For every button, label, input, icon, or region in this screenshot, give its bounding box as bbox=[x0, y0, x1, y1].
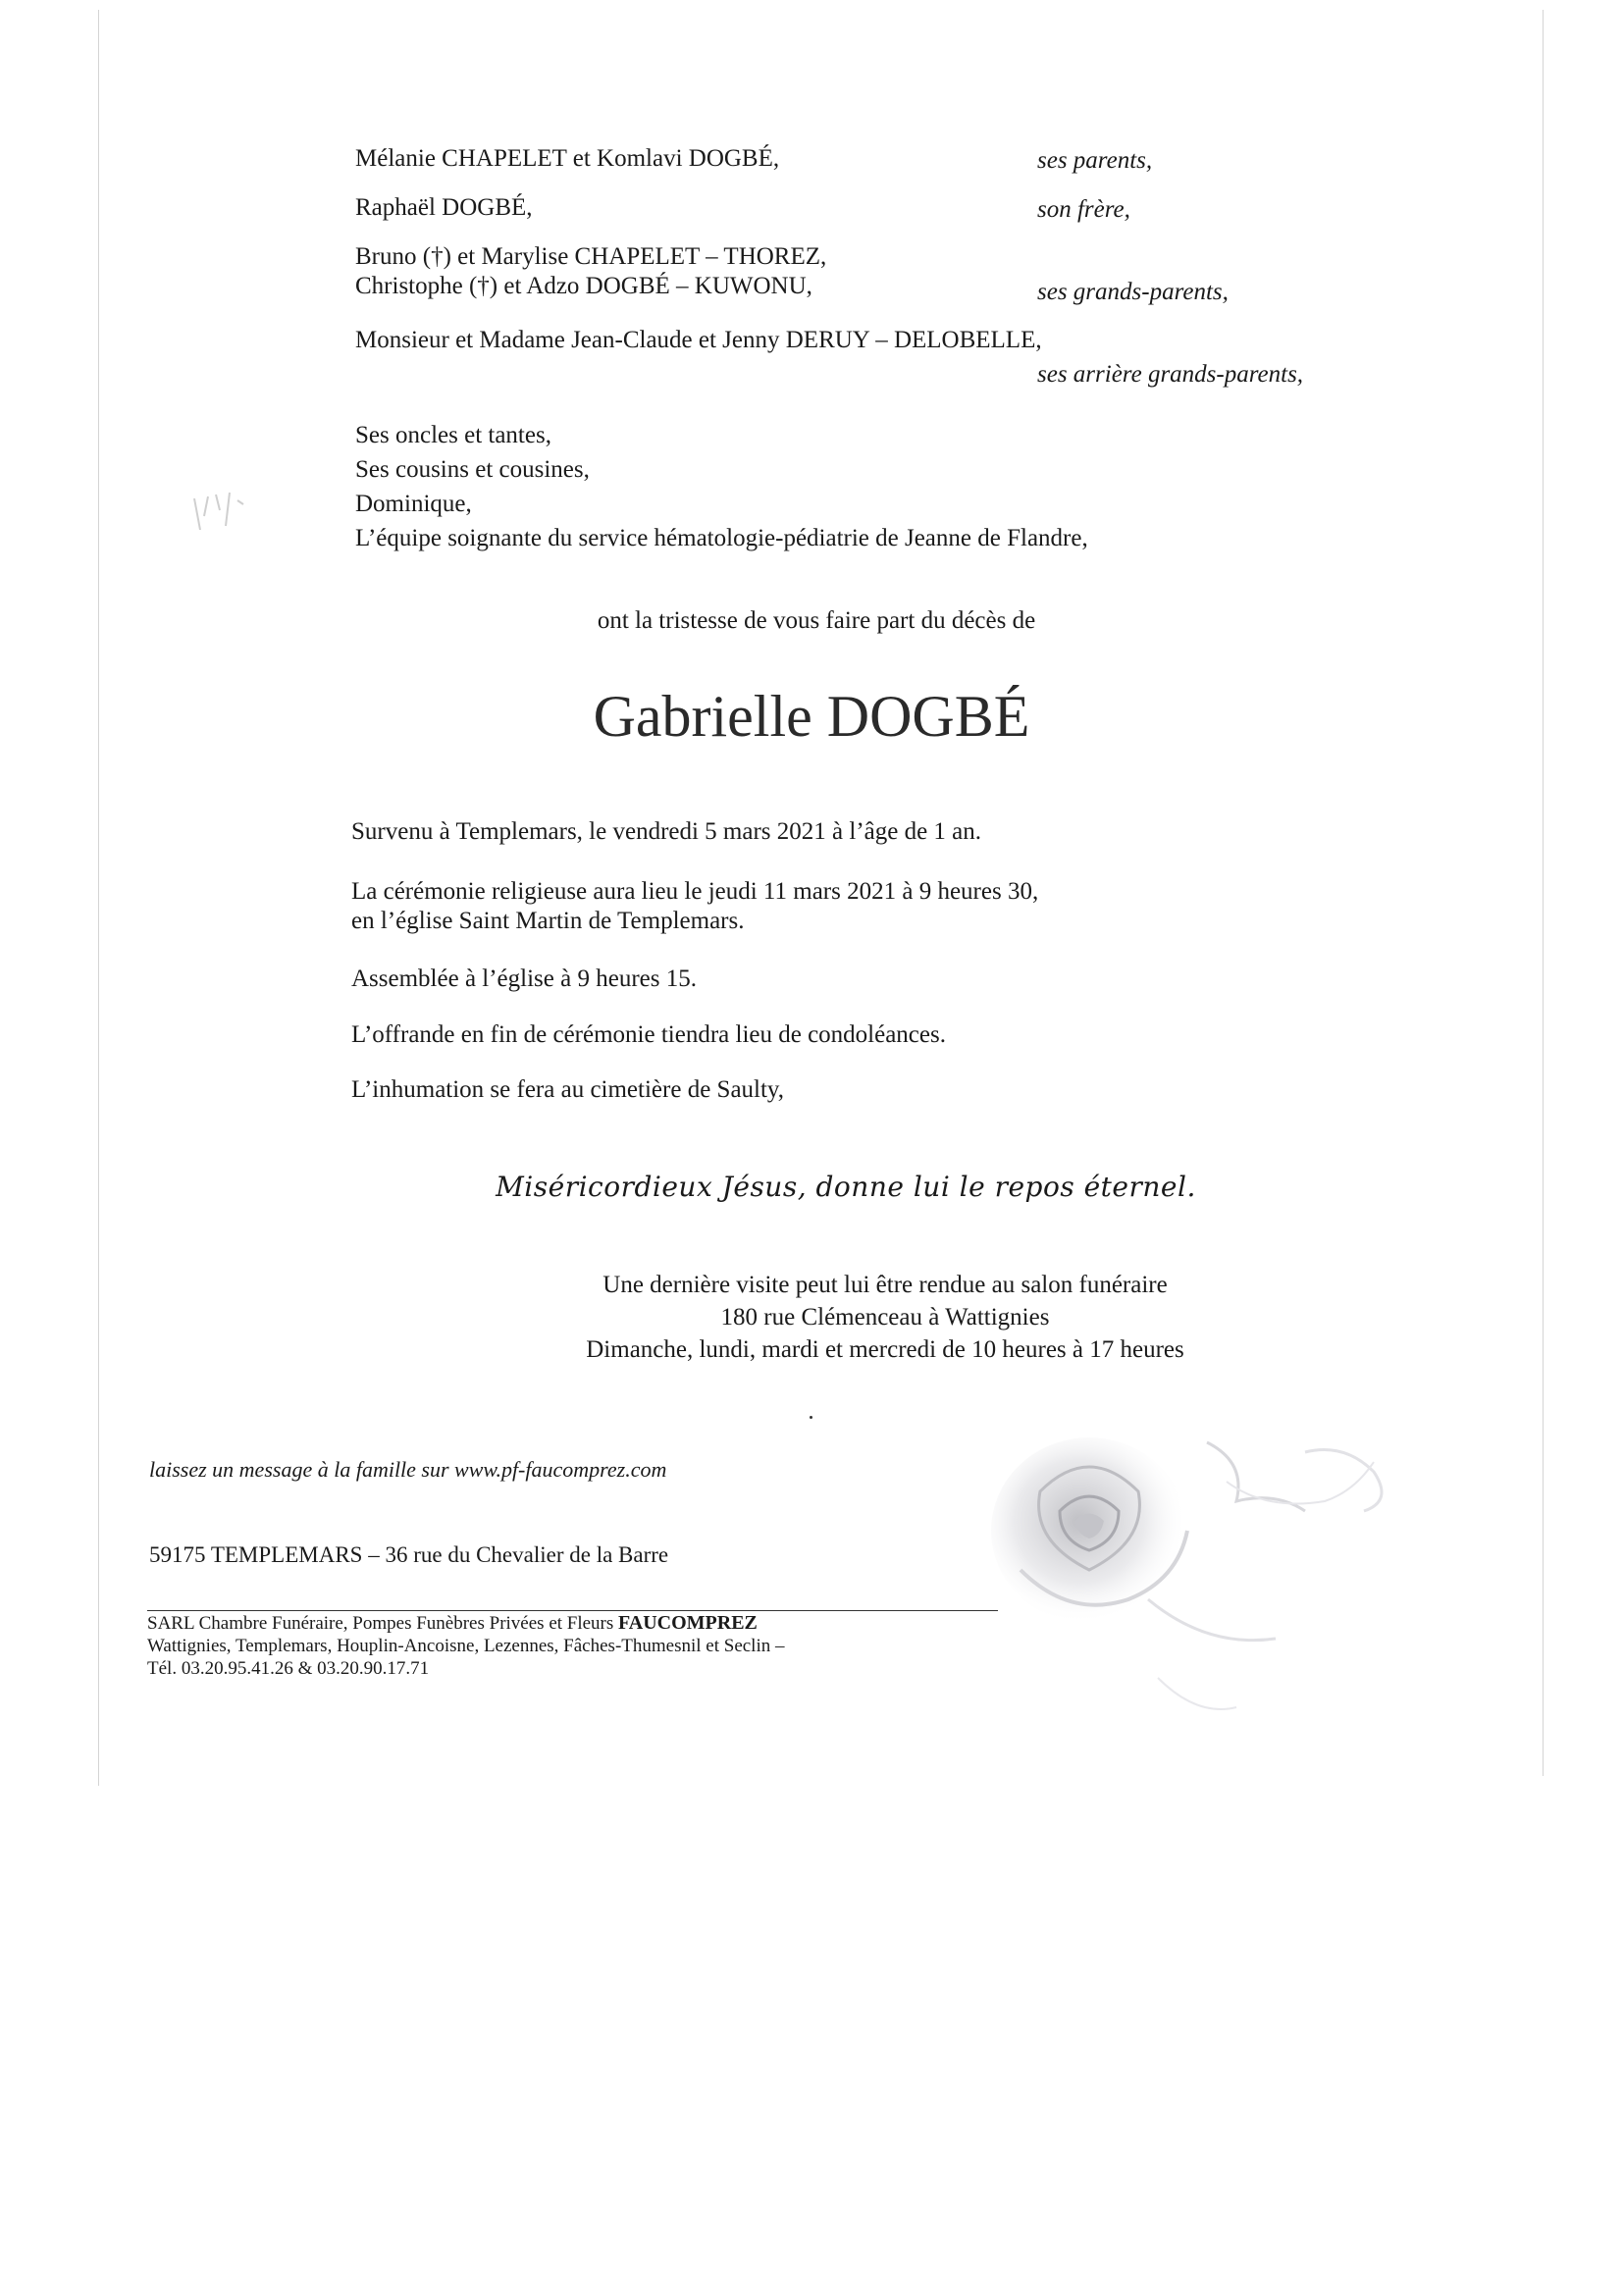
others-item: Dominique, bbox=[355, 491, 472, 517]
scan-edge-left bbox=[98, 10, 99, 1786]
company-info bbox=[147, 1612, 785, 1680]
family-relation-grandparents: ses grands-parents, bbox=[1037, 279, 1229, 305]
visit-info bbox=[0, 1269, 1623, 1366]
dot-mark bbox=[810, 1416, 812, 1419]
assembly-details: Assemblée à l’église à 9 heures 15. bbox=[351, 965, 697, 992]
company-name: FAUCOMPREZ bbox=[618, 1612, 758, 1634]
company-line-1 bbox=[147, 1612, 785, 1635]
family-names-grandparents-1: Bruno (†) et Marylise CHAPELET – THOREZ, bbox=[355, 243, 827, 270]
family-names-great-grandparents: Monsieur et Madame Jean-Claude et Jenny DERUY – DELOBELLE, bbox=[355, 327, 1042, 353]
family-relation-parents: ses parents, bbox=[1037, 147, 1153, 174]
visit-line: Une dernière visite peut lui être rendue au salon funéraire bbox=[602, 1272, 1168, 1298]
ceremony-line-2: en l’église Saint Martin de Templemars. bbox=[351, 908, 745, 934]
family-relation-great-grandparents: ses arrière grands-parents, bbox=[1037, 361, 1304, 388]
others-item: Ses oncles et tantes, bbox=[355, 422, 551, 448]
footer-divider bbox=[147, 1610, 998, 1611]
company-prefix: SARL Chambre Funéraire, Pompes Funèbres Privées et Fleurs bbox=[147, 1613, 619, 1634]
margin-mark-icon bbox=[186, 487, 265, 546]
others-item: L’équipe soignante du service hématologie-pédiatrie de Jeanne de Flandre, bbox=[355, 525, 1088, 551]
burial-details: L’inhumation se fera au cimetière de Saulty, bbox=[351, 1076, 785, 1103]
family-relation-brother: son frère, bbox=[1037, 196, 1130, 223]
death-details: Survenu à Templemars, le vendredi 5 mars 2021 à l’âge de 1 an. bbox=[351, 818, 982, 845]
others-list bbox=[355, 418, 1088, 555]
web-message: laissez un message à la famille sur www.pf-faucomprez.com bbox=[149, 1457, 667, 1482]
visit-line: 180 rue Clémenceau à Wattignies bbox=[720, 1304, 1050, 1331]
family-names-brother: Raphaël DOGBÉ, bbox=[355, 194, 533, 221]
ceremony-line-1: La cérémonie religieuse aura lieu le jeudi 11 mars 2021 à 9 heures 30, bbox=[351, 878, 1039, 905]
offering-details: L’offrande en fin de cérémonie tiendra lieu de condoléances. bbox=[351, 1021, 946, 1048]
funeral-home-address: 59175 TEMPLEMARS – 36 rue du Chevalier de la Barre bbox=[149, 1542, 669, 1567]
others-item: Ses cousins et cousines, bbox=[355, 456, 590, 483]
announcement-intro: ont la tristesse de vous faire part du décès de bbox=[597, 607, 1036, 634]
deceased-name: Gabrielle DOGBÉ bbox=[593, 684, 1030, 749]
visit-line: Dimanche, lundi, mardi et mercredi de 10 heures à 17 heures bbox=[586, 1336, 1184, 1363]
prayer-line: Miséricordieux Jésus, donne lui le repos éternel. bbox=[496, 1171, 1196, 1203]
family-names-parents: Mélanie CHAPELET et Komlavi DOGBÉ, bbox=[355, 145, 780, 172]
scan-edge-right bbox=[1543, 10, 1544, 1776]
family-names-grandparents-2: Christophe (†) et Adzo DOGBÉ – KUWONU, bbox=[355, 273, 812, 299]
company-phone: Tél. 03.20.95.41.26 & 03.20.90.17.71 bbox=[147, 1658, 430, 1679]
company-towns: Wattignies, Templemars, Houplin-Ancoisne, Lezennes, Fâches-Thumesnil et Seclin – bbox=[147, 1636, 785, 1656]
rose-watermark-icon bbox=[981, 1423, 1452, 1737]
